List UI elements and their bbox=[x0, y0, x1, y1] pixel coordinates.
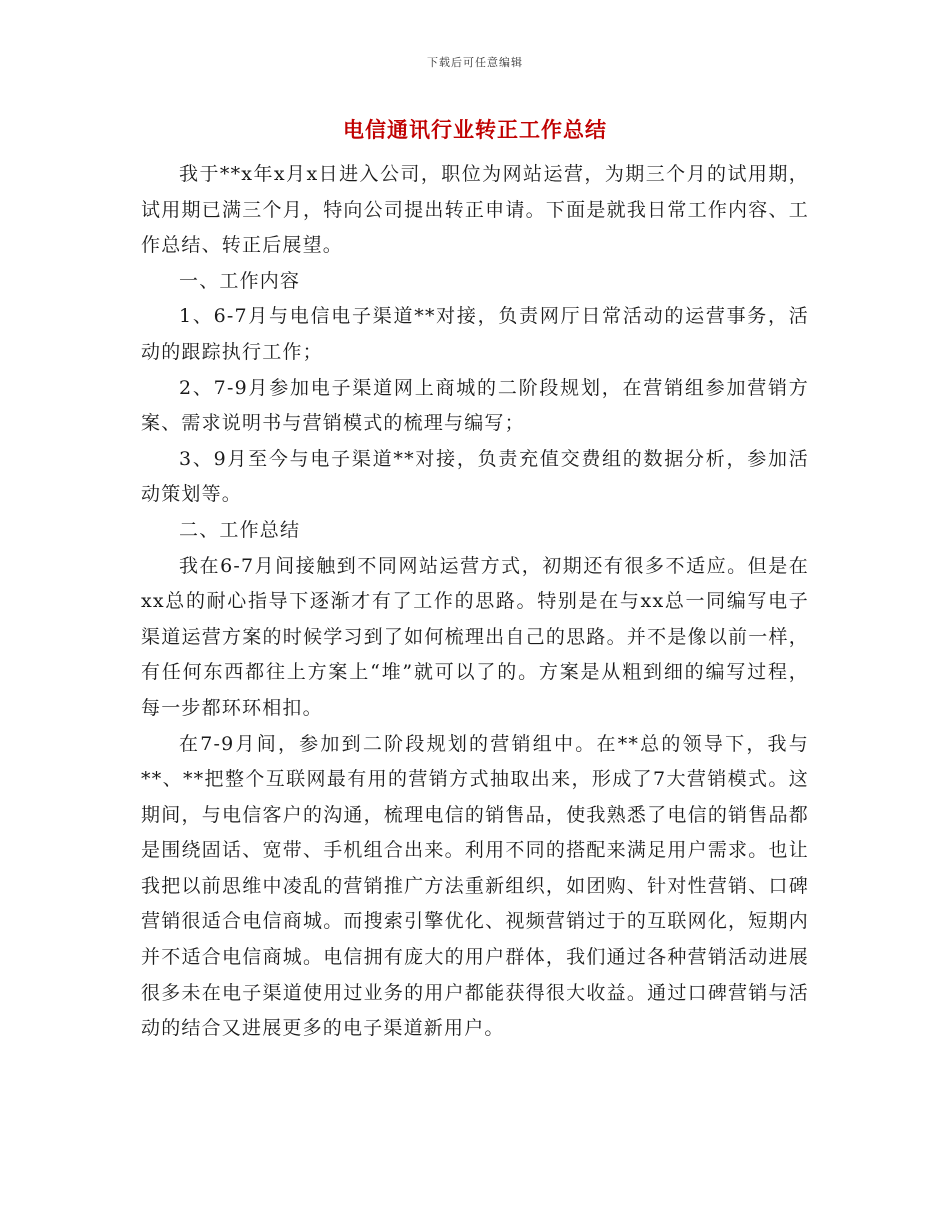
list-item-2: 2、7-9月参加电子渠道网上商城的二阶段规划，在营销组参加营销方案、需求说明书与营销模式的梳理与编写； bbox=[141, 376, 809, 435]
section-heading-work-content: 一、工作内容 bbox=[179, 269, 301, 292]
document-body bbox=[141, 157, 809, 1047]
section-heading-work-summary: 二、工作总结 bbox=[179, 518, 301, 541]
paragraph-intro: 我于**x年x月x日进入公司，职位为网站运营，为期三个月的试用期，试用期已满三个月，特向公司提出转正申请。下面是就我日常工作内容、工作总结、转正后展望。 bbox=[141, 163, 809, 257]
page-header-note: 下载后可任意编辑 bbox=[427, 56, 523, 69]
document-title: 电信通讯行业转正工作总结 bbox=[343, 117, 607, 142]
paragraph-summary-2: 在7-9月间，参加到二阶段规划的营销组中。在**总的领导下，我与**、**把整个互联网最有用的营销方式抽取出来，形成了7大营销模式。这期间，与电信客户的沟通，梳理电信的销售品，使我熟悉了电信的销售品都是围绕固话、宽带、手机组合出来。利用不同的搭配来满足用户需求。也让我把以前思维中凌乱的营销推广方法重新组织，如团购、针对性营销、口碑营销很适合电信商城。而搜索引擎优化、视频营销过于的互联网化，短期内并不适合电信商城。电信拥有庞大的用户群体，我们通过各种营销活动进展很多未在电子渠道使用过业务的用户都能获得很大收益。通过口碑营销与活动的结合又进展更多的电子渠道新用户。 bbox=[141, 732, 809, 1040]
list-item-1: 1、6-7月与电信电子渠道**对接，负责网厅日常活动的运营事务，活动的跟踪执行工作； bbox=[141, 305, 809, 363]
paragraph-summary-1: 我在6-7月间接触到不同网站运营方式，初期还有很多不适应。但是在xx总的耐心指导下逐渐才有了工作的思路。特别是在与xx总一同编写电子渠道运营方案的时候学习到了如何梳理出自己的思路。并不是像以前一样，有任何东西都往上方案上“堆”就可以了的。方案是从粗到细的编写过程，每一步都环环相扣。 bbox=[141, 554, 809, 719]
list-item-3: 3、9月至今与电子渠道**对接，负责充值交费组的数据分析，参加活动策划等。 bbox=[141, 447, 809, 506]
